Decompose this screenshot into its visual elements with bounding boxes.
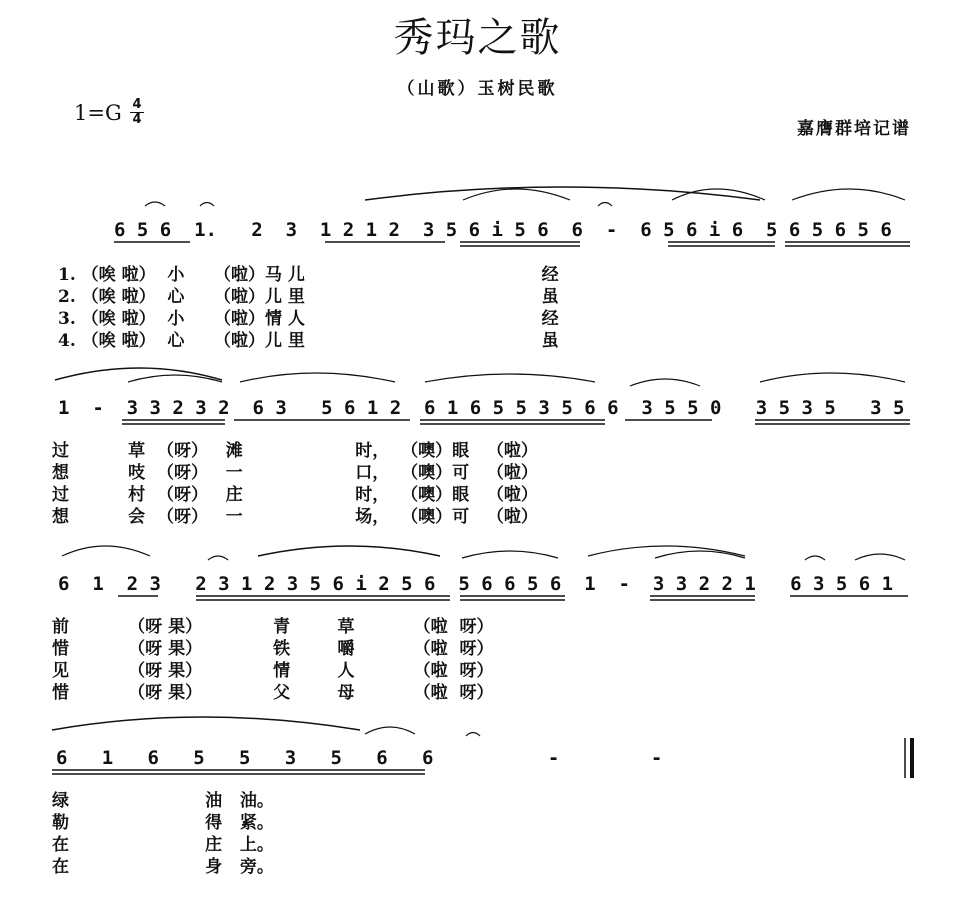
key-signature: 1=G	[74, 101, 122, 125]
time-signature-top: 4	[132, 97, 142, 112]
music-system-2	[0, 396, 955, 536]
melody-notes-2: 1 - 3 3 2 3 2 6 3 5 6 1 2 6 1 6 5 5 3 5 6 6 3 5 5 0 3 5 3 5 3 5	[58, 397, 905, 419]
lyrics-verse-4-line-3: 惜 （呀 果） 父 母 （啦 呀）	[52, 683, 494, 703]
song-subtitle: （山歌）玉树民歌	[397, 79, 558, 99]
time-signature	[130, 98, 144, 127]
lyrics-verse-2-line-2: 想 吱 （呀） 一 口， （噢）可 （啦）	[52, 463, 538, 483]
slur-marks-3	[0, 536, 955, 576]
music-system-4	[0, 746, 955, 886]
transcriber-credit: 嘉膺群培记谱	[797, 119, 911, 139]
music-system-1	[0, 218, 955, 358]
lyrics-verse-3-line-1: 3. （唉 啦） 小 （啦）情 人 经	[58, 309, 559, 329]
lyrics-verse-3-line-4: 在 庄 上。	[52, 835, 274, 855]
music-system-3	[0, 572, 955, 712]
lyrics-verse-2-line-3: 惜 （呀 果） 铁 嚼 （啦 呀）	[52, 639, 494, 659]
lyrics-verse-4-line-2: 想 会 （呀） 一 场， （噢）可 （啦）	[52, 507, 538, 527]
song-title: 秀玛之歌	[393, 15, 562, 61]
lyrics-verse-3-line-2: 过 村 （呀） 庄 时， （噢）眼 （啦）	[52, 485, 538, 505]
lyrics-verse-4-line-4: 在 身 旁。	[52, 857, 274, 877]
melody-notes-4: 6 1 6 5 5 3 5 6 6 - -	[56, 747, 663, 769]
lyrics-verse-1-line-4: 绿 油 油。	[52, 791, 274, 811]
melody-notes-1: 6 5 6 1. 2 3 1 2 1 2 3 5 6 i 5 6 6 - 6 5 6 i 6 5 6 5 6 5 6	[114, 219, 892, 241]
lyrics-verse-1-line-2: 过 草 （呀） 滩 时， （噢）眼 （啦）	[52, 441, 538, 461]
lyrics-verse-2-line-1: 2. （唉 啦） 心 （啦）儿 里 虽	[58, 287, 559, 307]
slur-marks-4	[0, 710, 955, 750]
slur-marks-2	[0, 360, 955, 400]
lyrics-verse-1-line-1: 1. （唉 啦） 小 （啦）马 儿 经	[58, 265, 559, 285]
lyrics-verse-3-line-3: 见 （呀 果） 情 人 （啦 呀）	[52, 661, 494, 681]
time-signature-bottom: 4	[132, 112, 142, 127]
lyrics-verse-4-line-1: 4. （唉 啦） 心 （啦）儿 里 虽	[58, 331, 559, 351]
lyrics-verse-2-line-4: 勒 得 紧。	[52, 813, 274, 833]
lyrics-verse-1-line-3: 前 （呀 果） 青 草 （啦 呀）	[52, 617, 494, 637]
slur-marks	[0, 182, 955, 222]
melody-notes-3: 6 1 2 3 2 3 1 2 3 5 6 i 2 5 6 5 6 6 5 6 1 - 3 3 2 2 1 6 3 5 6 1	[58, 573, 894, 595]
